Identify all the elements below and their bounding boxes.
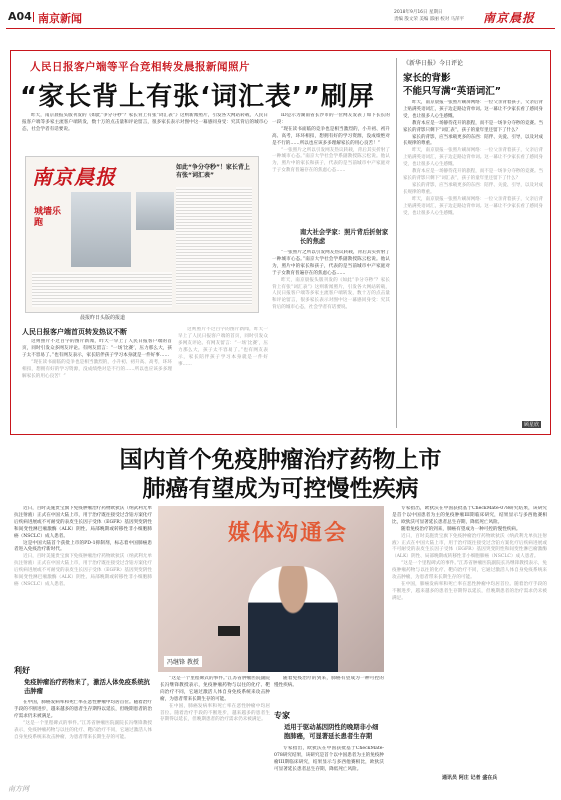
story2-body-left-2 bbox=[14, 700, 152, 796]
story2-headline-1: 国内首个免疫肿瘤治疗药物上市 bbox=[119, 447, 442, 473]
story2-paragraph: 近日，百时美施贵宝旗下免疫肿瘤治疗药物欧狄沃（纳武利尤单抗注射液）正式在中国大陆上市，用于治疗既往接受过含铂方案化疗后疾病进展或不可耐受的表皮生长因子受体（EGFR）基因突变阴性和间变性淋巴瘤激酶（ALK）阴性、局部晚期或转移性非小细胞肺癌（NSCLC）成人患者。 bbox=[392, 533, 547, 560]
commentary-paragraph: 昨天，南京晨报一张照片刷屏网络：一位父亲背着孩子，父亲后背上贴满英语词汇，孩子边走路边背单词。这一幕让不少家长看了感同身受，也让很多人心生感慨。 bbox=[403, 100, 543, 119]
story1-headline: “家长背上有张‘词汇表’”刷屏 bbox=[20, 82, 375, 112]
commentary-author: 顾星欣 bbox=[524, 422, 540, 428]
thumb-photo-small bbox=[136, 192, 174, 230]
thumb-logo: 南京晨报 bbox=[32, 165, 116, 189]
story2-sub1-tag: 利好 bbox=[14, 666, 30, 675]
commentary-paragraph: 家长的背影，应当承载更多的东西：陪伴、关爱、引导，以及对成长规律的尊重。 bbox=[403, 134, 543, 147]
thumb-side-title: 城墙乐跑 bbox=[34, 207, 62, 228]
story1-paragraph: 昨天，南京晨报头版刊发的《如此“争分夺秒”？家长背上有张“词汇表”》这则新闻照片，引发各大网站转载，人民日报客户端等多家主流客户端转发，数十万的点击量和评论留言，很多家长表示对图中这一幕感同身受：究其背后的城市心态，社会学者有话要说。 bbox=[22, 113, 268, 132]
story2-paragraph: “这是一个里程碑式的事件。”江苏省肿瘤医院副院长冯继锋教授表示，免疫肿瘤药物与以往的化疗、靶向治疗不同，它通过激活人体自身免疫系统来攻击肿瘤，为患者带来长期生存的可能。 bbox=[392, 561, 547, 581]
story2-paragraph: 在中国，肺癌发病率和死亡率在恶性肿瘤中均居首位。随着治疗手段的不断进步，越来越多的患者生存期得以延长，但晚期患者的治疗需求仍未被满足。 bbox=[392, 581, 547, 601]
story2-paragraph: 这是中国大陆首个获批上市的PD-1抑制剂，标志着中国肺癌患者进入免疫治疗新时代。 bbox=[14, 540, 152, 553]
story2-paragraph: 在中国，肺癌发病率和死亡率在恶性肿瘤中均居首位。随着治疗手段的不断进步，越来越多的患者生存期得以延长，但晚期患者的治疗需求仍未被满足。 bbox=[14, 700, 152, 719]
speaker-figure bbox=[248, 566, 338, 672]
paper-logo: 南京晨报 bbox=[483, 11, 536, 25]
story2-body-mid-3 bbox=[274, 746, 384, 796]
photo-banner: 媒体沟通会 bbox=[228, 521, 349, 546]
story1-paragraph: “一张照片之所以引发网友热议转载，背后其实折射了一种城市心态。”南京大学社会学系副教授陈云松说。他认为，照片中的家长和孩子，代表的是当前城市中产家庭对于子女教育普遍存在的焦虑心态…… bbox=[272, 250, 390, 276]
story1-sub2-head: 人民日报客户端首页转发热议不断 bbox=[22, 328, 127, 336]
story1-side-head: 南大社会学家：照片背后折射家长的焦虑 bbox=[300, 229, 389, 245]
story2-paragraph: 随着免疫治疗的到来，肺癌有望成为一种可控的慢性疾病。 bbox=[274, 676, 384, 688]
commentary-body bbox=[403, 100, 543, 418]
story2-paragraph: 在中国，肺癌发病率和死亡率在恶性肿瘤中均居首位。随着治疗手段的不断进步，越来越多的患者生存期得以延长，但晚期患者的治疗需求仍未被满足。 bbox=[160, 703, 270, 723]
story2-paragraph: 近日，百时美施贵宝旗下免疫肿瘤治疗药物欧狄沃（纳武利尤单抗注射液）正式在中国大陆上市，用于治疗既往接受过含铂方案化疗后疾病进展或不可耐受的表皮生长因子受体（EGFR）基因突变阴性和间变性淋巴瘤激酶（ALK）阴性、局部晚期或转移性非小细胞肺癌（NSCLC）成人患者。 bbox=[14, 554, 152, 587]
story2-paragraph: 随着免疫治疗的到来，肺癌有望成为一种可控的慢性疾病。 bbox=[401, 526, 521, 532]
story2-paragraph: “这是一个里程碑式的事件。”江苏省肿瘤医院副院长冯继锋教授表示，免疫肿瘤药物与以往的化疗、靶向治疗不同，它通过激活人体自身免疫系统来攻击肿瘤，为患者带来长期生存的可能。 bbox=[14, 720, 152, 740]
story2-sub1-head: 免疫肿瘤治疗药物来了，激活人体免疫系统抗击肿瘤 bbox=[24, 679, 150, 695]
commentary-paragraph: 昨天，南京晨报一张照片刷屏网络：一位父亲背着孩子，父亲后背上贴满英语词汇，孩子边走路边背单词。这一幕让不少家长看了感同身受，也让很多人心生感慨。 bbox=[403, 196, 543, 216]
story2-photo bbox=[158, 506, 384, 672]
editor-line: 责编 殷文荣 美编 邵丽 校对 马萍平 bbox=[394, 17, 465, 22]
column-divider bbox=[396, 58, 397, 428]
story1-side-body bbox=[272, 250, 390, 426]
story2-body-mid bbox=[160, 676, 270, 796]
story1-body-low bbox=[178, 327, 268, 427]
photo-nameplate: 冯继锋 教授 bbox=[164, 656, 202, 667]
section-divider bbox=[33, 12, 34, 22]
story1-paragraph: “一张照片之所以引发网友热议转载，背后其实折射了一种城市心态。”南京大学社会学系副教授陈云松说。他认为，照片中的家长和孩子，代表的是当前城市中产家庭对于子女教育普遍存在的焦虑心态…… bbox=[272, 147, 390, 174]
story1-sub2-body bbox=[22, 339, 172, 427]
photo-microphone bbox=[218, 626, 240, 636]
story2-sub2-head: 适用于驱动基因阴性的晚期非小细胞肺癌，可显著延长患者生存期 bbox=[284, 724, 379, 740]
date-line: 2018年9月16日 星期日 bbox=[394, 10, 443, 15]
story2-sub2-tag: 专家 bbox=[274, 711, 290, 720]
story2-paragraph: 近日，百时美施贵宝旗下免疫肿瘤治疗药物欧狄沃（纳武利尤单抗注射液）正式在中国大陆上市，用于治疗既往接受过含铂方案化疗后疾病进展或不可耐受的表皮生长因子受体（EGFR）基因突变阴性和间变性淋巴瘤激酶（ALK）阴性、局部晚期或转移性非小细胞肺癌（NSCLC）成人患者。 bbox=[14, 506, 152, 539]
story2-paragraph: “这是一个里程碑式的事件。”江苏省肿瘤医院副院长冯继锋教授表示，免疫肿瘤药物与以往的化疗、靶向治疗不同，它通过激活人体自身免疫系统来攻击肿瘤，为患者带来长期生存的可能。 bbox=[160, 676, 270, 702]
thumbnail-caption: 晨报昨日头版的报道 bbox=[80, 315, 126, 321]
story2-body-left bbox=[14, 506, 152, 660]
story2-body-mid-2 bbox=[274, 676, 384, 704]
page-number: A04 bbox=[8, 10, 32, 23]
story1-paragraph: 这则照片不过百字的图片新闻，昨天一早上了人民日报客户端的首页，同时引发众多网友评论。有网友留言：“一场‘比赛’，压力那么大，孩子太不容易了。”也有网友表示，家长陪伴孩子学习本身就是一件好事…… bbox=[178, 327, 268, 367]
commentary-paragraph: 教育本应是一场静待花开的旅程，而不是一场争分夺秒的竞赛。当家长的背影只剩下“词汇表”，孩子的童年里还留下了什么？ bbox=[403, 169, 543, 181]
story2-paragraph: 专家指出，欧狄沃在中国获批基于CheckMate-078研究结果，该研究是首个以中国患者为主的免疫肿瘤III期临床研究，结果显示与多西他赛相比，欧狄沃可显著延长患者总生存期，降低死亡风险。 bbox=[274, 746, 384, 772]
commentary-paragraph: 家长的背影，应当承载更多的东西：陪伴、关爱、引导，以及对成长规律的尊重。 bbox=[403, 182, 543, 195]
story1-body-left bbox=[22, 113, 268, 150]
story1-paragraph: “现在读书面临的竞争也是相当激烈的，小升初、初升高、高考，环环相扣，想拥有好的学习资源，没成绩绝对是不行的……所以也应该多多理解家长的用心良苦！” bbox=[22, 359, 172, 379]
commentary-label: 《新华日报》今日评论 bbox=[403, 60, 464, 67]
commentary-title-1: 家长的背影 bbox=[403, 73, 451, 84]
thumb-headline: 如此“争分夺秒”！家长背上有张“词汇表” bbox=[176, 164, 250, 179]
story1-body-mid bbox=[272, 113, 390, 223]
masthead-rule bbox=[6, 28, 555, 29]
commentary-title-2: 不能只写满“英语词汇” bbox=[403, 86, 501, 97]
commentary-paragraph: 教育本应是一场静待花开的旅程，而不是一场争分夺秒的竞赛。当家长的背影只剩下“词汇表”，孩子的童年里还留下了什么？ bbox=[403, 120, 543, 133]
commentary-paragraph: 昨天，南京晨报一张照片刷屏网络：一位父亲背着孩子，父亲后背上贴满英语词汇，孩子边走路边背单词。这一幕让不少家长看了感同身受，也让很多人心生感慨。 bbox=[403, 148, 543, 168]
thumb-bottom-text bbox=[32, 272, 172, 307]
masthead bbox=[6, 4, 555, 28]
thumb-photo bbox=[71, 192, 131, 267]
thumb-column bbox=[176, 187, 252, 305]
story2-body-right bbox=[392, 506, 547, 764]
story2-reporter: 通讯员 阿庄 记者 盛在兵 bbox=[442, 775, 498, 781]
section-title: 南京新闻 bbox=[38, 12, 82, 25]
story1-paragraph: “现在读书面临的竞争也是相当激烈的，小升初、初升高、高考，环环相扣，想拥有好的学习资源，没成绩绝对是不行的……所以也应该多多理解家长的用心良苦！” bbox=[272, 126, 390, 146]
watermark: 南方网 bbox=[8, 785, 29, 793]
story2-headline-2: 肺癌有望成为可控慢性疾病 bbox=[142, 476, 419, 502]
story1-paragraph: 昨天，南京晨报头版刊发的《如此“争分夺秒”？家长背上有张“词汇表”》这则新闻照片，引发各大网站转载，人民日报客户端等多家主流客户端转发，数十万的点击量和评论留言，很多家长表示对图中这一幕感同身受：究其背后的城市心态，社会学者有话要说。 bbox=[272, 277, 390, 311]
story1-paragraph: ID是示为湖南省长沙市的一位网友发表了如下长长的一段： bbox=[272, 113, 390, 125]
front-page-thumbnail bbox=[25, 156, 259, 313]
story2-paragraph: 专家指出，欧狄沃在中国获批基于CheckMate-078研究结果，该研究是首个以中国患者为主的免疫肿瘤III期临床研究，结果显示与多西他赛相比，欧狄沃可显著延长患者总生存期，降低死亡风险。 bbox=[392, 506, 547, 525]
story1-kicker: 人民日报客户端等平台竞相转发晨报新闻照片 bbox=[30, 61, 250, 73]
story1-paragraph: 这则照片不过百字的图片新闻，昨天一早上了人民日报客户端的首页，同时引发众多网友评论。有网友留言：“一场‘比赛’，压力那么大，孩子太不容易了。”也有网友表示，家长陪伴孩子学习本身就是一件好事…… bbox=[22, 339, 172, 358]
